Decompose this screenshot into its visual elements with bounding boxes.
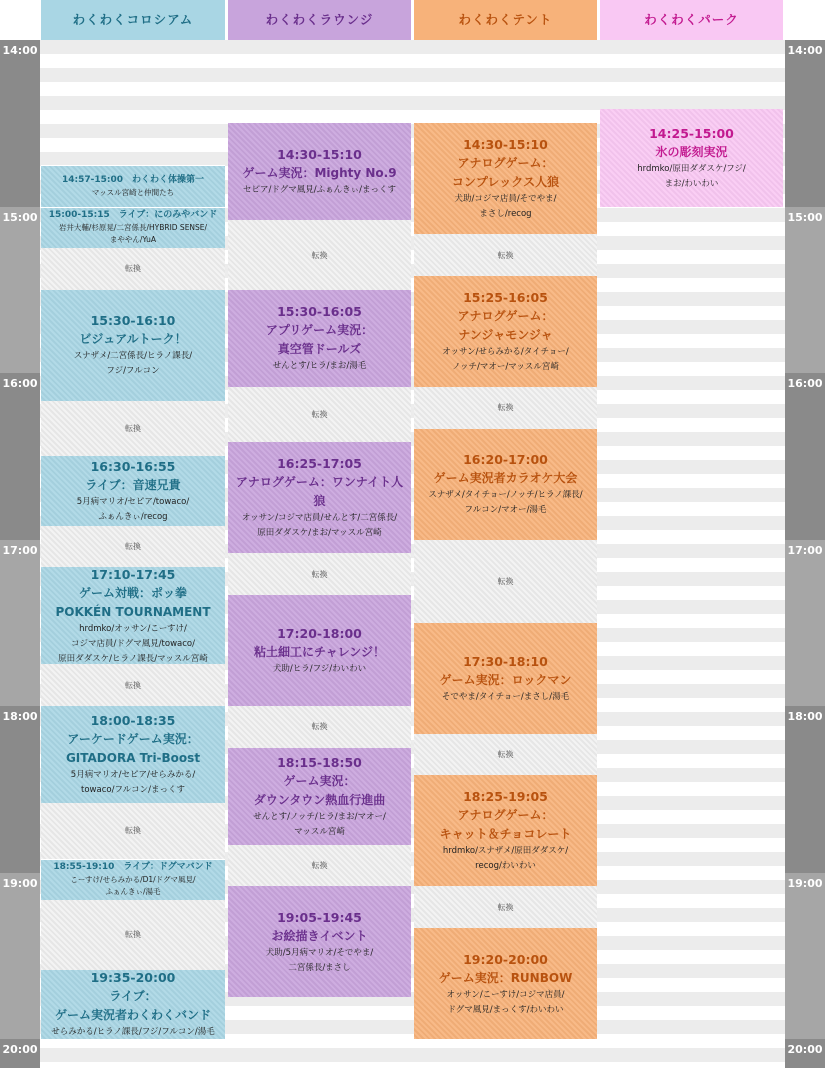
hour-band	[785, 873, 825, 1040]
event-performers: まお/わいわい	[664, 178, 719, 189]
time-axis-left	[0, 40, 40, 1068]
event-performers: 原田ダダスケ/ヒラノ課長/マッスル宮崎	[58, 653, 208, 664]
event-time: 18:55-19:10 ライブ：ドグマバンド	[53, 862, 213, 873]
hour-band	[785, 706, 825, 873]
event-performers: セピア/ドグマ風見/ふぁんきぃ/まっくす	[243, 185, 396, 196]
changeover-slot: 転換	[414, 540, 597, 623]
event-time: 17:10-17:45	[90, 566, 176, 582]
hour-label: 20:00	[787, 1043, 823, 1056]
changeover-slot: 転換	[228, 706, 411, 748]
event-block-colosseum[interactable]	[41, 165, 225, 207]
event-title: ゲーム実況者カラオケ大会	[433, 471, 578, 485]
event-performers: コジマ店員/ドグマ風見/towaco/	[71, 638, 195, 649]
changeover-slot: 転換	[228, 845, 411, 887]
grid-stripe	[40, 1048, 785, 1062]
event-block-tent[interactable]	[414, 123, 597, 234]
event-block-tent[interactable]	[414, 429, 597, 540]
hour-label: 17:00	[787, 543, 823, 557]
event-block-lounge[interactable]	[228, 886, 411, 997]
event-title: ゲーム実況者わくわくバンド	[54, 1008, 211, 1023]
event-title: 粘土細工にチャレンジ！	[253, 645, 386, 659]
hour-label: 15:00	[787, 210, 823, 224]
event-time: 15:00-15:15 ライブ：にのみやバンド	[48, 210, 218, 221]
event-block-lounge[interactable]	[228, 748, 411, 845]
event-performers: せんとす/ヒラ/まお/湯毛	[272, 361, 367, 372]
event-performers: recog/わいわい	[475, 861, 536, 872]
event-time: 19:35-20:00	[90, 970, 176, 986]
event-block-lounge[interactable]	[228, 290, 411, 387]
event-performers: フジ/フルコン	[106, 366, 160, 377]
hour-label: 17:00	[2, 543, 38, 557]
column-header-colosseum[interactable]: わくわくコロシアム	[41, 0, 225, 40]
event-performers: マッスル宮崎	[294, 826, 345, 837]
changeover-slot: 転換	[414, 387, 597, 429]
changeover-slot: 転換	[228, 387, 411, 443]
event-time: 18:25-19:05	[463, 789, 548, 805]
event-title: アナログゲーム：ワンナイト人狼	[235, 475, 404, 509]
event-block-colosseum[interactable]	[41, 567, 225, 664]
event-title: ライブ：音速兄貴	[85, 477, 181, 492]
event-block-colosseum[interactable]	[41, 970, 225, 1039]
event-time: 16:25-17:05	[277, 456, 362, 472]
event-title: アナログゲーム：	[457, 308, 554, 323]
event-time: 18:00-18:35	[90, 713, 176, 729]
event-performers: せんとす/ノッチ/ヒラ/まお/マオー/	[253, 811, 386, 822]
event-performers: ふぁんきぃ/recog	[98, 511, 168, 522]
hour-label: 18:00	[2, 710, 38, 723]
event-performers: hrdmko/原田ダダスケ/フジ/	[637, 163, 746, 174]
event-title: キャット＆チョコレート	[439, 827, 572, 842]
column-header-park[interactable]: わくわくパーク	[600, 0, 783, 40]
event-performers: マッスル宮崎と仲間たち	[91, 187, 175, 197]
hour-band	[785, 207, 825, 374]
event-performers: hrdmko/スナザメ/原田ダダスケ/	[442, 846, 569, 857]
grid-stripe	[40, 96, 785, 110]
changeover-slot: 転換	[414, 234, 597, 276]
event-performers: towaco/フルコン/まっくす	[81, 785, 185, 796]
event-time: 15:30-16:05	[277, 304, 362, 320]
hour-band	[0, 873, 40, 1040]
event-time: 19:20-20:00	[463, 951, 548, 967]
event-performers: ふぁんきぃ/湯毛	[105, 887, 161, 897]
event-performers: ドグマ風見/まっくす/わいわい	[447, 1004, 564, 1015]
grid-stripe	[40, 40, 785, 54]
grid-stripe	[40, 68, 785, 82]
changeover-slot: 転換	[41, 401, 225, 457]
event-performers: まさし/recog	[479, 209, 532, 220]
event-performers: 犬助/5月病マリオ/そでやま/	[265, 947, 374, 958]
event-performers: 5月病マリオ/セピア/towaco/	[76, 496, 190, 507]
event-title: ゲーム実況：Mighty No.9	[242, 166, 397, 181]
event-performers: オッサン/せらみかる/タイチョー/	[442, 346, 569, 357]
hour-label: 14:00	[2, 44, 38, 57]
changeover-slot: 転換	[41, 900, 225, 969]
event-performers: そでやま/タイチョー/まさし/湯毛	[441, 691, 570, 702]
event-block-lounge[interactable]	[228, 123, 411, 220]
event-title: 真空管ドールズ	[277, 342, 362, 357]
changeover-slot: 転換	[41, 664, 225, 706]
changeover-slot: 転換	[41, 248, 225, 290]
hour-label: 16:00	[787, 377, 823, 390]
event-title: ゲーム実況：	[283, 773, 356, 788]
event-time: 14:30-15:10	[463, 137, 548, 153]
event-performers: 二宮係長/まさし	[288, 962, 351, 973]
event-performers: こーすけ/せらみかる/D1/ドグマ風見/	[70, 875, 196, 885]
hour-label: 14:00	[787, 44, 823, 57]
event-title: POKKÉN TOURNAMENT	[55, 604, 211, 619]
event-block-colosseum[interactable]	[41, 456, 225, 525]
event-time: 17:20-18:00	[277, 626, 362, 641]
event-performers: 犬助/コジマ店員/そでやま/	[454, 194, 557, 205]
event-performers: 犬助/ヒラ/フジ/わいわい	[272, 664, 367, 674]
event-performers: フルコン/マオー/湯毛	[464, 505, 547, 515]
hour-label: 20:00	[2, 1043, 38, 1056]
event-time: 16:20-17:00	[463, 452, 548, 467]
event-title: 氷の彫刻実況	[655, 144, 728, 159]
event-block-tent[interactable]	[414, 623, 597, 734]
column-header-tent[interactable]: わくわくテント	[414, 0, 597, 40]
event-title: アナログゲーム：	[457, 808, 554, 823]
event-performers: まややん/YuA	[109, 235, 157, 245]
event-performers: hrdmko/オッサン/こーすけ/	[79, 623, 187, 634]
event-block-tent[interactable]	[414, 276, 597, 387]
changeover-slot: 転換	[414, 734, 597, 776]
event-performers: スナザメ/二宮係長/ヒラノ課長/	[73, 351, 193, 362]
event-performers: 原田ダダスケ/まお/マッスル宮崎	[257, 528, 382, 539]
event-performers: スナザメ/タイチョー/ノッチ/ヒラノ課長/	[428, 490, 583, 500]
event-time: 16:30-16:55	[90, 458, 176, 474]
hour-label: 16:00	[2, 377, 38, 390]
hour-band	[0, 207, 40, 374]
event-time: 15:30-16:10	[90, 313, 176, 329]
hour-label: 18:00	[787, 710, 823, 723]
event-block-lounge[interactable]	[228, 442, 411, 553]
event-block-colosseum[interactable]	[41, 859, 225, 901]
hour-band	[0, 540, 40, 707]
changeover-slot: 転換	[228, 220, 411, 289]
event-title: アプリゲーム実況：	[265, 323, 374, 338]
event-title: アナログゲーム：	[457, 156, 554, 171]
event-title: GITADORA Tri-Boost	[65, 751, 201, 766]
hour-band	[0, 706, 40, 873]
changeover-slot: 転換	[41, 803, 225, 859]
event-performers: オッサン/コジマ店員/せんとす/二宮係長/	[241, 513, 398, 524]
event-block-park[interactable]	[600, 109, 783, 206]
event-title: ライブ：	[109, 989, 157, 1004]
changeover-slot: 転換	[228, 553, 411, 595]
time-axis-right	[785, 40, 825, 1068]
event-time: 14:25-15:00	[649, 125, 734, 141]
event-time: 15:25-16:05	[463, 289, 548, 305]
event-performers: せらみかる/ヒラノ課長/フジ/フルコン/湯毛	[51, 1027, 215, 1038]
event-block-colosseum[interactable]	[41, 207, 225, 249]
event-title: コンプレックス人狼	[451, 175, 560, 190]
event-block-colosseum[interactable]	[41, 290, 225, 401]
changeover-slot: 転換	[414, 886, 597, 928]
event-time: 18:15-18:50	[277, 754, 362, 770]
event-performers: 5月病マリオ/セピア/せらみかる/	[70, 770, 196, 781]
event-time: 17:30-18:10	[463, 653, 548, 669]
event-block-lounge[interactable]	[228, 595, 411, 706]
event-title: ゲーム実況：ロックマン	[439, 672, 572, 687]
event-performers: ノッチ/マオー/マッスル宮崎	[452, 361, 559, 372]
changeover-slot: 転換	[41, 526, 225, 568]
hour-label: 15:00	[2, 210, 38, 224]
event-performers: 岩井大輔/杉原晃/二宮係長/HYBRID SENSE/	[58, 223, 208, 233]
event-time: 14:57-15:00 わくわく体操第一	[61, 174, 205, 185]
hour-band	[785, 40, 825, 207]
event-title: ゲーム実況：RUNBOW	[438, 970, 573, 985]
event-performers: オッサン/こーすけ/コジマ店員/	[446, 989, 565, 1000]
hour-band	[785, 373, 825, 540]
column-header-lounge[interactable]: わくわくラウンジ	[228, 0, 411, 40]
event-title: アーケードゲーム実況：	[67, 732, 199, 747]
event-title: ゲーム対戦：ポッ拳	[78, 585, 187, 600]
hour-band	[785, 540, 825, 707]
event-block-colosseum[interactable]	[41, 706, 225, 803]
event-block-tent[interactable]	[414, 775, 597, 886]
hour-label: 19:00	[2, 876, 38, 890]
event-title: ナンジャモンジャ	[458, 327, 553, 342]
event-block-tent[interactable]	[414, 928, 597, 1039]
hour-band	[0, 373, 40, 540]
hour-label: 19:00	[787, 876, 823, 890]
hour-band	[0, 40, 40, 207]
event-title: ダウンタウン熱血行進曲	[253, 792, 386, 807]
event-title: お絵描きイベント	[271, 928, 368, 943]
event-time: 19:05-19:45	[277, 909, 362, 925]
event-title: ビジュアルトーク！	[79, 332, 187, 347]
event-time: 14:30-15:10	[277, 147, 362, 163]
